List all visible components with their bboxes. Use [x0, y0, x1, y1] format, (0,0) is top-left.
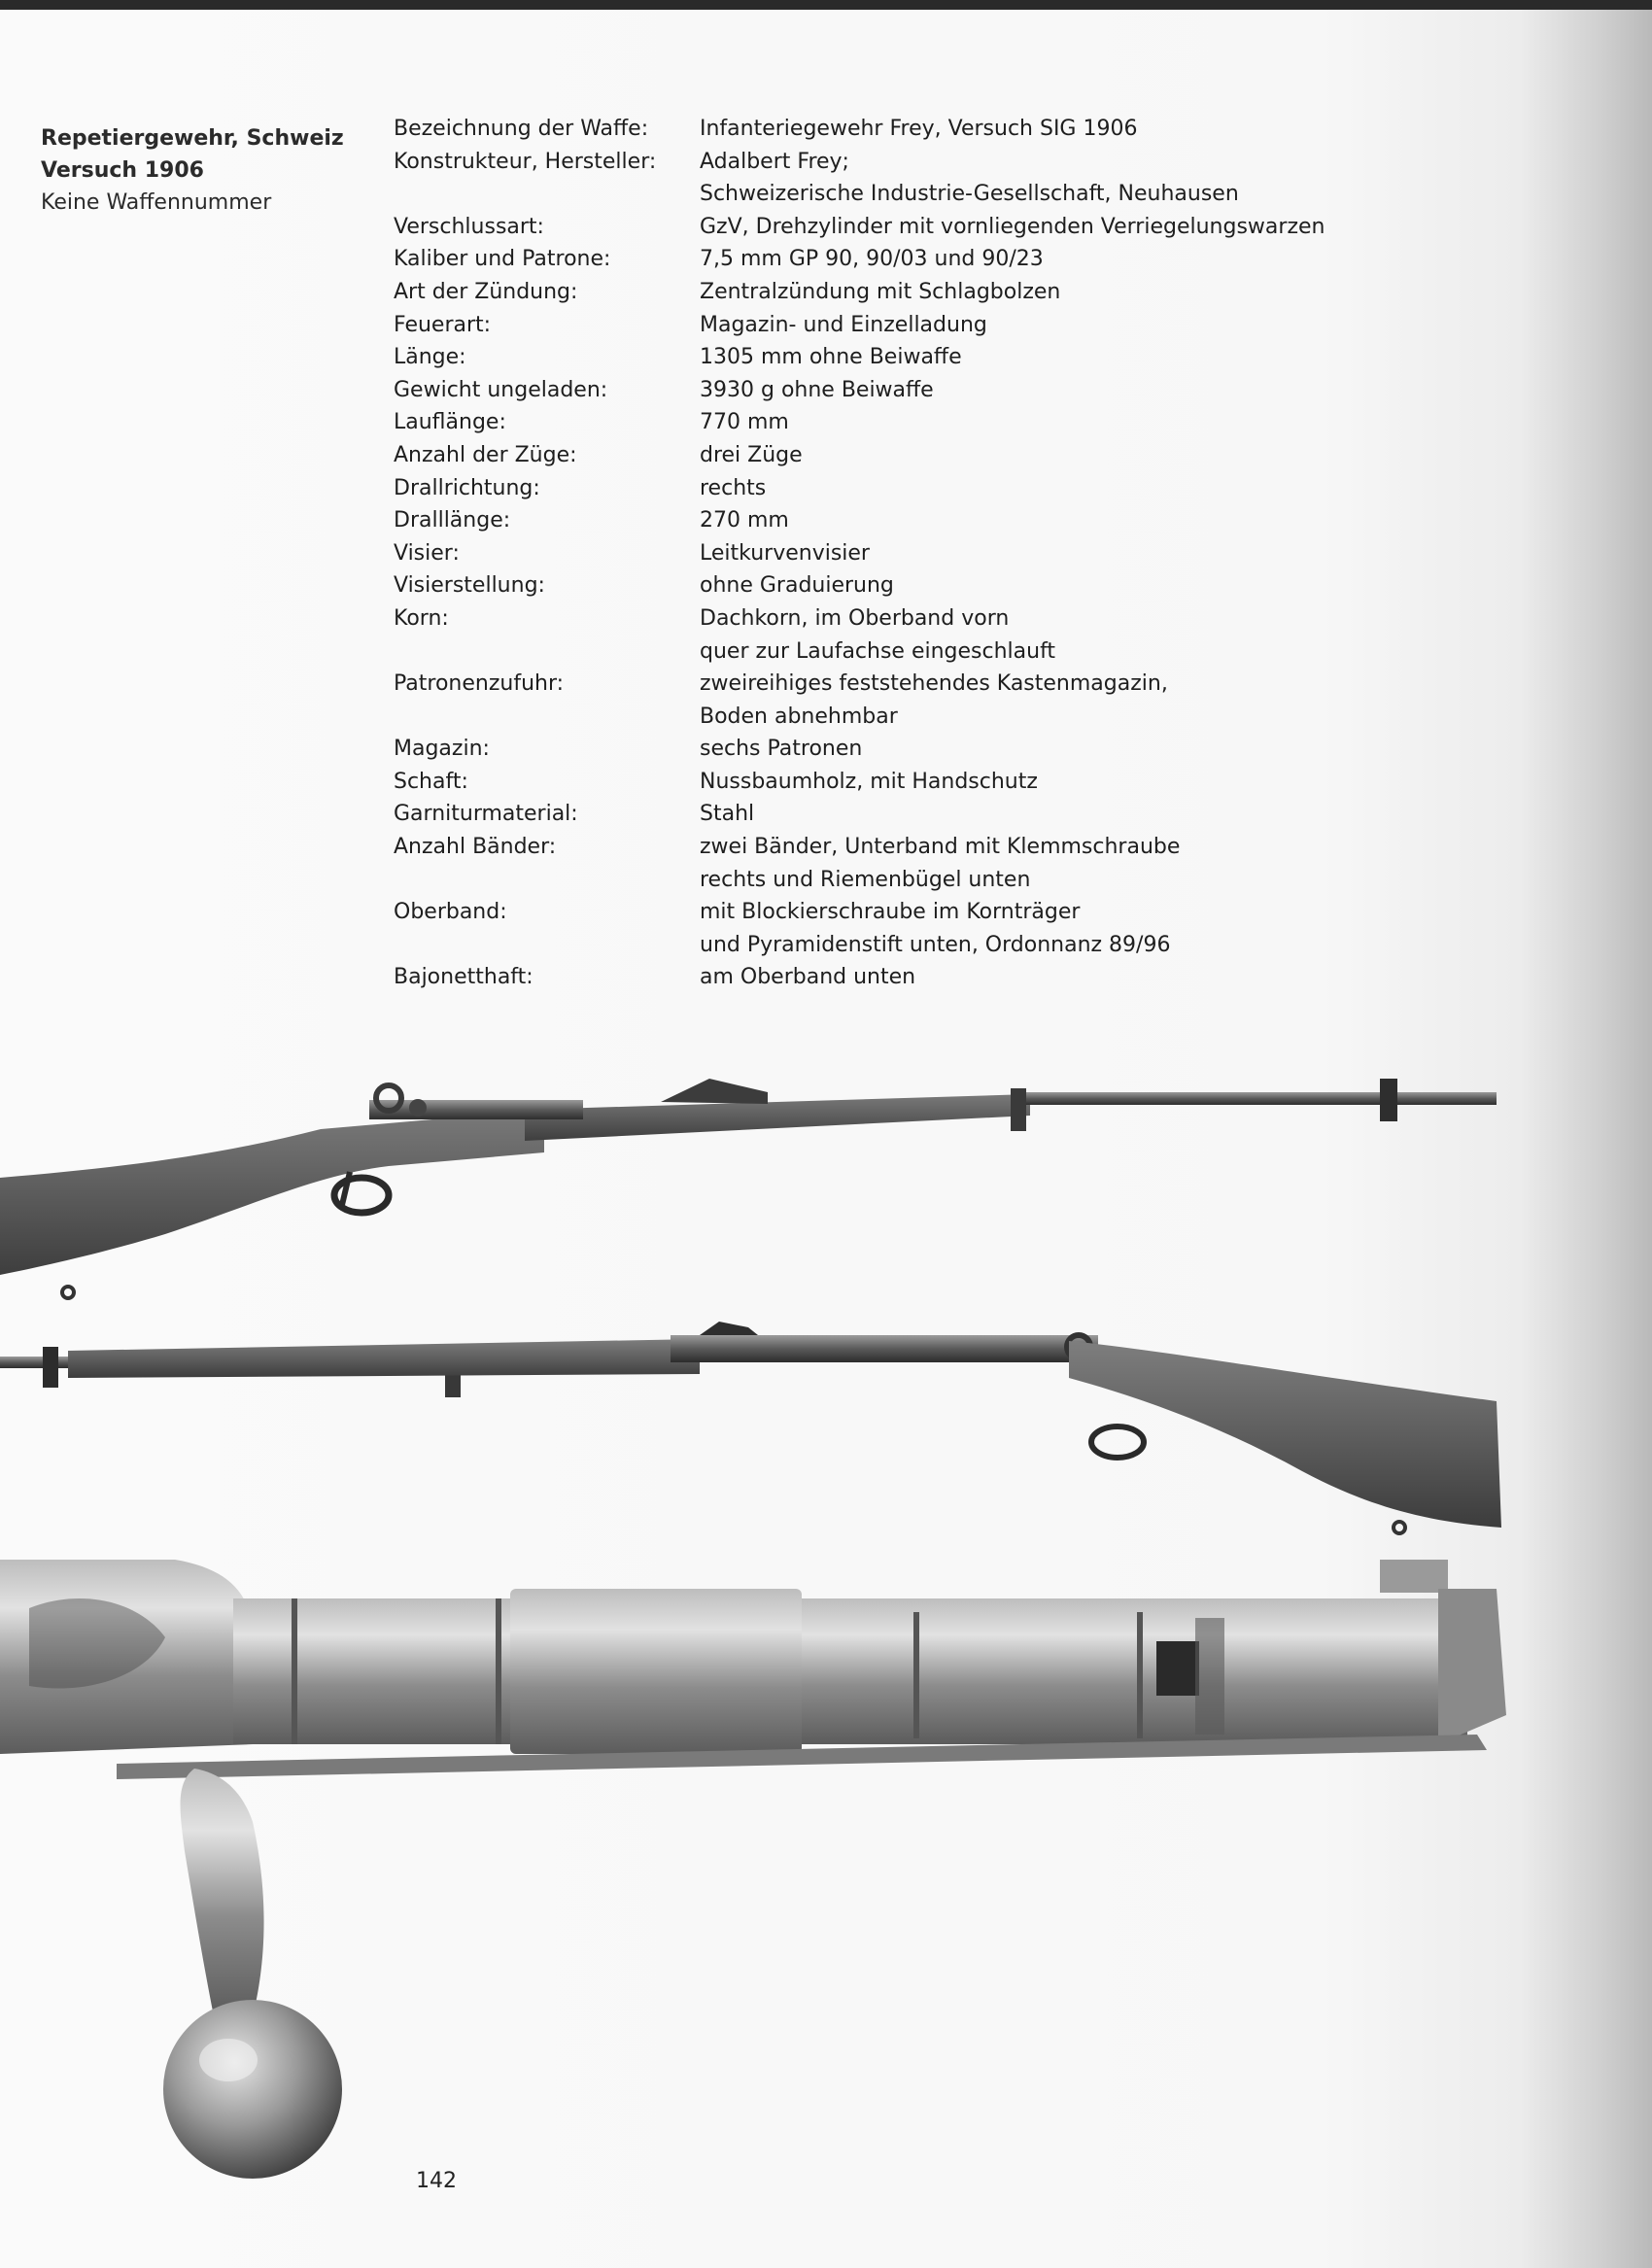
spec-row: [394, 178, 1453, 211]
spec-label: [394, 864, 700, 897]
spec-label: [394, 636, 700, 669]
spec-label: Korn:: [394, 605, 449, 631]
page-number: 142: [416, 2169, 457, 2193]
spec-value: Magazin- und Einzelladung: [700, 312, 987, 337]
spec-value: Boden abnehmbar: [700, 704, 898, 729]
spec-row: [394, 439, 1453, 472]
spec-row: [394, 113, 1453, 146]
spec-label: Bezeichnung der Waffe:: [394, 117, 649, 141]
spec-row: [394, 537, 1453, 570]
spec-value: Schweizerische Industrie-Gesellschaft, Neuhausen: [700, 182, 1239, 207]
spec-label: Kaliber und Patrone:: [394, 247, 611, 272]
serial-note: Keine Waffennummer: [41, 190, 272, 215]
spec-value: Nussbaumholz, mit Handschutz: [700, 769, 1038, 794]
spec-value: zwei Bänder, Unterband mit Klemmschraube: [700, 835, 1181, 860]
spec-table: [394, 113, 1453, 994]
spec-row: [394, 276, 1453, 309]
spec-value: 770 mm: [700, 410, 789, 435]
spec-label: [394, 178, 700, 211]
spec-value: Zentralzündung mit Schlagbolzen: [700, 279, 1061, 304]
spec-row: [394, 929, 1453, 962]
spec-row: [394, 211, 1453, 244]
spec-value: rechts: [700, 475, 767, 500]
spec-label: Schaft:: [394, 769, 468, 794]
spec-value: Adalbert Frey;: [700, 149, 849, 174]
spec-label: Dralllänge:: [394, 508, 511, 533]
spec-value: 270 mm: [700, 508, 789, 533]
spec-value: mit Blockierschraube im Kornträger: [700, 900, 1081, 925]
spec-label: Magazin:: [394, 737, 490, 762]
spec-label: Lauflänge:: [394, 410, 506, 435]
spec-value: 7,5 mm GP 90, 90/03 und 90/23: [700, 247, 1044, 272]
spec-label: [394, 929, 700, 962]
bolt-closeup-photo: [0, 1560, 1516, 2182]
spec-row: [394, 766, 1453, 799]
spec-row: [394, 798, 1453, 831]
rifle-left-view-photo: [0, 1059, 1516, 1322]
spec-value: Dachkorn, im Oberband vorn: [700, 605, 1010, 631]
spec-row: [394, 636, 1453, 669]
spec-row: [394, 733, 1453, 766]
spec-label: Gewicht ungeladen:: [394, 377, 608, 402]
spec-row: [394, 602, 1453, 636]
spec-row: [394, 309, 1453, 342]
spec-value: GzV, Drehzylinder mit vornliegenden Verriegelungswarzen: [700, 214, 1325, 239]
spec-label: Drallrichtung:: [394, 475, 540, 500]
spec-value: drei Züge: [700, 442, 803, 467]
spec-label: Art der Zündung:: [394, 279, 578, 304]
spec-row: [394, 374, 1453, 407]
spec-row: [394, 146, 1453, 179]
spec-value: 3930 g ohne Beiwaffe: [700, 377, 934, 402]
spec-label: Garniturmaterial:: [394, 802, 578, 827]
rifle-right-view-photo: [0, 1312, 1516, 1555]
spec-value: zweireihiges feststehendes Kastenmagazin,: [700, 671, 1168, 697]
spec-row: [394, 569, 1453, 602]
spec-label: Visierstellung:: [394, 573, 545, 599]
spec-label: Oberband:: [394, 900, 507, 925]
spec-label: Patronenzufuhr:: [394, 671, 565, 697]
page-top-edge: [0, 0, 1652, 10]
spec-value: und Pyramidenstift unten, Ordonnanz 89/96: [700, 932, 1171, 957]
spec-row: [394, 961, 1453, 994]
spec-value: ohne Graduierung: [700, 573, 894, 599]
spec-label: Verschlussart:: [394, 214, 544, 239]
spec-label: Bajonetthaft:: [394, 965, 533, 990]
spec-row: [394, 504, 1453, 537]
spec-value: 1305 mm ohne Beiwaffe: [700, 345, 962, 370]
spec-value: Infanteriegewehr Frey, Versuch SIG 1906: [700, 117, 1138, 141]
spec-value: am Oberband unten: [700, 965, 916, 990]
side-title: [41, 122, 361, 219]
spec-label: Anzahl der Züge:: [394, 442, 577, 467]
spec-value: Leitkurvenvisier: [700, 540, 870, 566]
spec-label: Feuerart:: [394, 312, 492, 337]
spec-label: [394, 701, 700, 734]
spec-value: rechts und Riemenbügel unten: [700, 867, 1031, 892]
spec-label: Anzahl Bänder:: [394, 835, 557, 860]
spec-row: [394, 831, 1453, 864]
spec-label: Konstrukteur, Hersteller:: [394, 149, 657, 174]
spec-row: [394, 341, 1453, 374]
spec-row: [394, 472, 1453, 505]
rifle-version: Versuch 1906: [41, 158, 204, 183]
spec-row: [394, 701, 1453, 734]
spec-value: sechs Patronen: [700, 737, 863, 762]
spec-row: [394, 864, 1453, 897]
rifle-name: Repetiergewehr, Schweiz: [41, 126, 344, 151]
spec-row: [394, 668, 1453, 701]
spec-row: [394, 406, 1453, 439]
spec-row: [394, 243, 1453, 276]
spec-row: [394, 896, 1453, 929]
spec-label: Visier:: [394, 540, 460, 566]
spec-value: Stahl: [700, 802, 755, 827]
spec-value: quer zur Laufachse eingeschlauft: [700, 638, 1056, 664]
spec-label: Länge:: [394, 345, 466, 370]
